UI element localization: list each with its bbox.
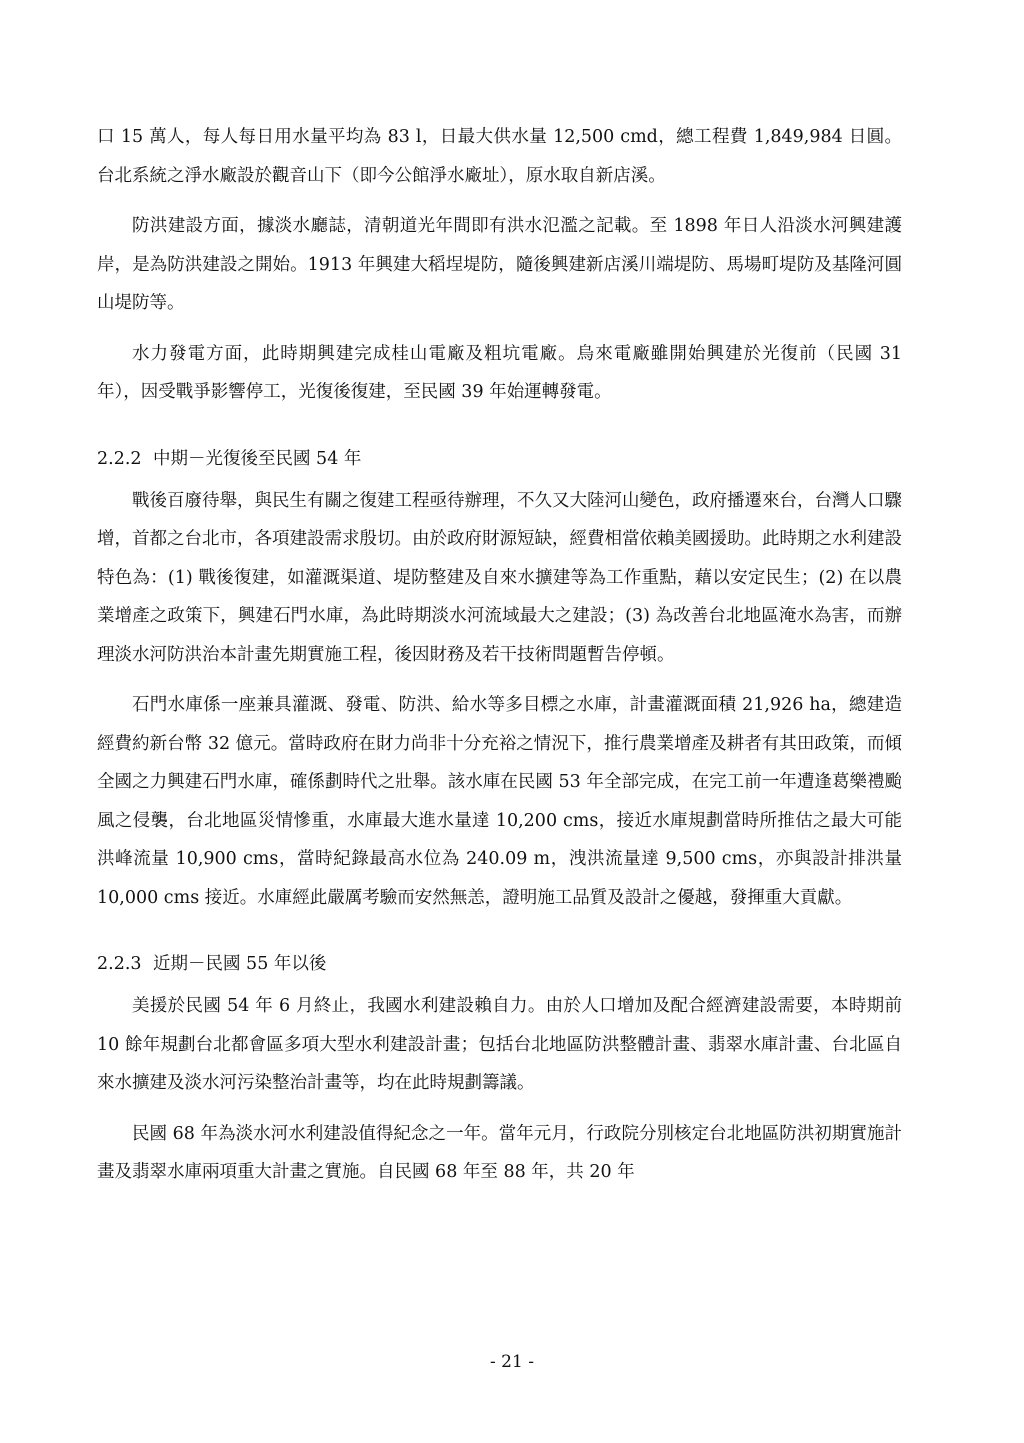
page-number: - 21 -: [490, 1352, 534, 1372]
paragraph-hydropower-early: 水力發電方面，此時期興建完成桂山電廠及粗坑電廠。烏來電廠雖開始興建於光復前（民國 31 年），因受戰爭影響停工，光復後復建，至民國 39 年始運轉發電。: [97, 343, 902, 402]
section-number: 2.2.3: [97, 954, 142, 974]
paragraph-water-supply-continued: 口 15 萬人，每人每日用水量平均為 83 l，日最大供水量 12,500 cmd，總工程費 1,849,984 日圓。台北系統之淨水廠設於觀音山下（即今公館淨水廠址），原水取自新店溪。: [97, 127, 902, 186]
section-heading-2-2-2: [97, 440, 902, 478]
paragraph-postwar-reconstruction: 戰後百廢待舉，與民生有關之復建工程亟待辦理，不久又大陸河山變色，政府播遷來台，台灣人口驟增，首都之台北市，各項建設需求殷切。由於政府財源短缺，經費相當依賴美國援助。此時期之水利建設特色為：(1) 戰後復建，如灌溉渠道、堤防整建及自來水擴建等為工作重點，藉以安定民生；(2) 在以農業增產之政策下，興建石門水庫，為此時期淡水河流域最大之建設；(3) 為改善台北地區淹水為害，而辦理淡水河防洪治本計畫先期實施工程，後因財務及若干技術問題暫告停頓。: [97, 490, 902, 665]
section-title: 中期－光復後至民國 54 年: [153, 448, 362, 469]
section-heading-2-2-3: [97, 945, 902, 983]
section-number: 2.2.2: [97, 448, 142, 469]
paragraph-shihmen-reservoir: 石門水庫係一座兼具灌溉、發電、防洪、給水等多目標之水庫，計畫灌溉面積 21,926 ha，總建造經費約新台幣 32 億元。當時政府在財力尚非十分充裕之情況下，推行農業增產及耕者有其田政策，而傾全國之力興建石門水庫，確係劃時代之壯舉。該水庫在民國 53 年全部完成，在完工前一年遭逢葛樂禮颱風之侵襲，台北地區災情慘重，水庫最大進水量達 10,200 cms，接近水庫規劃當時所推估之最大可能洪峰流量 10,900 cms，當時紀錄最高水位為 240.09 m，洩洪流量達 9,500 cms，亦與設計排洪量 10,000 cms 接近。水庫經此嚴厲考驗而安然無恙，證明施工品質及設計之優越，發揮重大貢獻。: [97, 695, 902, 908]
paragraph-flood-control-early: 防洪建設方面，據淡水廳誌，清朝道光年間即有洪水氾濫之記載。至 1898 年日人沿淡水河興建護岸，是為防洪建設之開始。1913 年興建大稻埕堤防，隨後興建新店溪川端堤防、馬場町堤防及基隆河圓山堤防等。: [97, 216, 902, 313]
page-body: [97, 118, 902, 1204]
paragraph-self-reliance: 美援於民國 54 年 6 月終止，我國水利建設賴自力。由於人口增加及配合經濟建設需要，本時期前 10 餘年規劃台北都會區多項大型水利建設計畫；包括台北地區防洪整體計畫、翡翠水庫計畫、台北區自來水擴建及淡水河污染整治計畫等，均在此時規劃籌議。: [97, 996, 902, 1093]
paragraph-year-68-milestone: 民國 68 年為淡水河水利建設值得紀念之一年。當年元月，行政院分別核定台北地區防洪初期實施計畫及翡翠水庫兩項重大計畫之實施。自民國 68 年至 88 年，共 20 年: [97, 1123, 902, 1182]
section-title: 近期－民國 55 年以後: [153, 954, 327, 974]
